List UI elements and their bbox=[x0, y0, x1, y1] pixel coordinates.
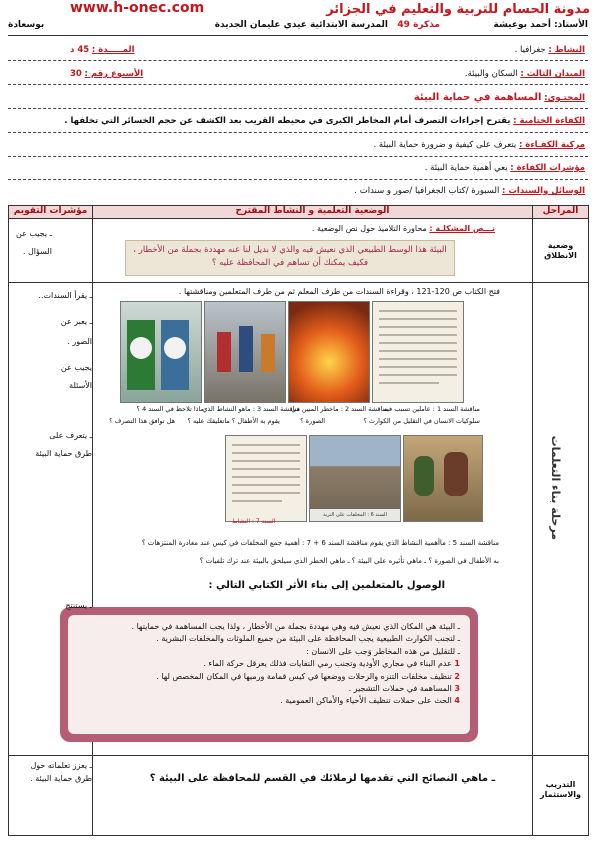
row3-eval: ـ يعزز تعلماته حول طرق حماية البيئة . bbox=[30, 761, 92, 783]
build-stage-label: مرحلة بناء التعلمات bbox=[549, 435, 562, 540]
photo-doc-1 bbox=[372, 301, 464, 403]
duration-row: المـــــدة : 45 د bbox=[70, 45, 135, 55]
arrival-text: الوصول بالمتعلمين إلى بناء الأثر الكتابي التالي : bbox=[208, 580, 445, 591]
region-name: بوسعادة bbox=[8, 20, 45, 30]
summary-line: ـ البيئة هي المكان الذي نعيش فيه وهي مهددة بجملة من الأخطار ، ولذا يجب المساهمة في حمايتها . bbox=[131, 622, 460, 631]
summary-item: 4 الحث على حملات تنظيف الأحياء والأماكن العمومية . bbox=[280, 696, 460, 706]
photo-doc-5 bbox=[403, 435, 483, 522]
col-situation: الوضعية التعلمية و النشاط المقترح bbox=[93, 206, 533, 219]
divider bbox=[8, 156, 588, 157]
captions-group-2b: به الأطفال في الصورة ؟ ـ ماهي تأثيره على البيئة ؟ ـ ماهي الخطر الذي سيلحق بالبيئة عند ترك تلفيات ؟ bbox=[199, 557, 499, 565]
site-name: مدونة الحسام للتربية والتعليم في الجزائر bbox=[326, 2, 590, 17]
photo-doc-6: السند 6 : المخلفات على التربة bbox=[309, 435, 401, 522]
summary-line: ـ لتجنب الكوارث الطبيعية يجب المحافظة على البيئة من جميع الملوثات والمخلفات البشرية . bbox=[156, 634, 460, 644]
divider bbox=[8, 60, 588, 61]
practice-question: ـ ماهي النصائح التي تقدمها لزملائك في القسم للمحافظة على البيئة ؟ bbox=[149, 773, 495, 784]
photo-caption: السند 7 : النشاط bbox=[232, 518, 276, 525]
teacher-name: الأستاذ: أحمد بوعيشة bbox=[493, 20, 588, 30]
content-row: المحتـوى: المساهمة في حماية البيئة bbox=[413, 92, 585, 103]
photo-doc-4 bbox=[120, 301, 202, 403]
photo-doc-3 bbox=[204, 301, 286, 403]
week-row: الأسبوع رقم : 30 bbox=[70, 69, 144, 79]
stage-cell: التدريب والاستثمار bbox=[533, 756, 589, 836]
competence-row: الكفاءة الختامية : يقترح إجراءات التصرف أمام المخاطر الكبرى في محيطه القريب بعد الكشف عن حجم الخسائر التي تخلفها . bbox=[64, 116, 585, 126]
problem-heading: نـــص المشكلـة : محاورة التلاميذ حول نص الوضعية . bbox=[311, 224, 495, 233]
divider bbox=[8, 179, 588, 180]
photo-doc-7 bbox=[225, 435, 307, 522]
photo-doc-2 bbox=[288, 301, 370, 403]
captions-group-2: مناقشة السند 5 : ماأهمية النشاط الذي يقوم مناقشة السند 6 + 7 : أهمية جمع المخلفات في كيس عند مغادرة المنتزهات ؟ bbox=[141, 539, 499, 547]
row2-eval: ـ يقرأ السندات.. ـ يعبر عن الصور . يجيب عن الأسئلة ـ يتعرف على طرق حماية البيئة ـ يستنتج bbox=[35, 291, 92, 610]
school-name: المدرسة الابتدائية عيدي عليمان الجديدة bbox=[214, 20, 388, 30]
problem-text: البيئة هذا الوسط الطبيعي الذي نعيش فيه والذي لا بديل لنا عنه مهددة بجملة من الأخطار ، فكيف يمكنك أن تساهم في المحافظة عليه ؟ bbox=[125, 240, 455, 276]
captions-group-1: مناقشة السند 1 : عاملين تسبب فيه مناقشة السند 2 : ماخطر المبين في مناقشة السند 3 : ماهو النشاط الذي ماذا تلاحظ في السند 4 ؟ سلوكيات الانسان في التقليل من الكوارث ؟ الصورة ؟ يقوم به الأطفال ؟ ماتعليقك عليه ؟ هل توافق هذا التصرف ؟ bbox=[109, 405, 480, 425]
col-evaluation: مؤشرات التقويم bbox=[9, 206, 93, 219]
stage-cell: وضعية الانطلاق bbox=[533, 219, 589, 283]
component-row: مركبة الكفـاءة : يتعرف على كيفية و ضرورة حماية البيئة . bbox=[373, 140, 585, 150]
book-instruction: فتح الكتاب ص 120-121 ، وقراءة السندات من طرف المعلم ثم من طرف المتعلمين ومناقشتها . bbox=[178, 287, 500, 296]
summary-item: 2 تنظيف مخلفات التنزه والرحلات ووضعها في كيس قمامة ورميها في المكان المخصص لها . bbox=[156, 671, 460, 681]
divider bbox=[8, 132, 588, 133]
col-stages: المراحل bbox=[533, 206, 589, 219]
header-rule bbox=[8, 35, 588, 36]
summary-item: 3 المساهمة في حملات التشجير . bbox=[348, 683, 460, 693]
situation-cell bbox=[93, 756, 533, 836]
header-line bbox=[8, 20, 588, 34]
divider bbox=[8, 108, 588, 109]
resources-row: الوسائل والسندات : السبورة /كتاب الجغرافيا /صور و سندات . bbox=[354, 186, 585, 196]
row1-eval: ـ يجيب عن السؤال . bbox=[16, 229, 52, 256]
site-url[interactable]: www.h-onec.com bbox=[70, 0, 205, 16]
summary-item: 1 عدم البناء في مجاري الأودية وتجنب رمي النفايات فذلك يعرقل حركة الماء . bbox=[203, 659, 460, 669]
divider bbox=[8, 84, 588, 85]
summary-line: ـ للتقليل من هذه المخاطر وَجب على الانسان : bbox=[306, 646, 460, 656]
indicators-row: مؤشرات الكفاءة : يعي أهمية حماية البيئة . bbox=[424, 163, 585, 173]
sheet-number: مذكرة 49 bbox=[397, 20, 440, 30]
summary-box bbox=[60, 607, 478, 742]
domain-row: الميدان الثالث : السكان والبيئة. bbox=[464, 69, 585, 79]
activity-row: النشاط : جغرافيا . bbox=[514, 45, 585, 55]
